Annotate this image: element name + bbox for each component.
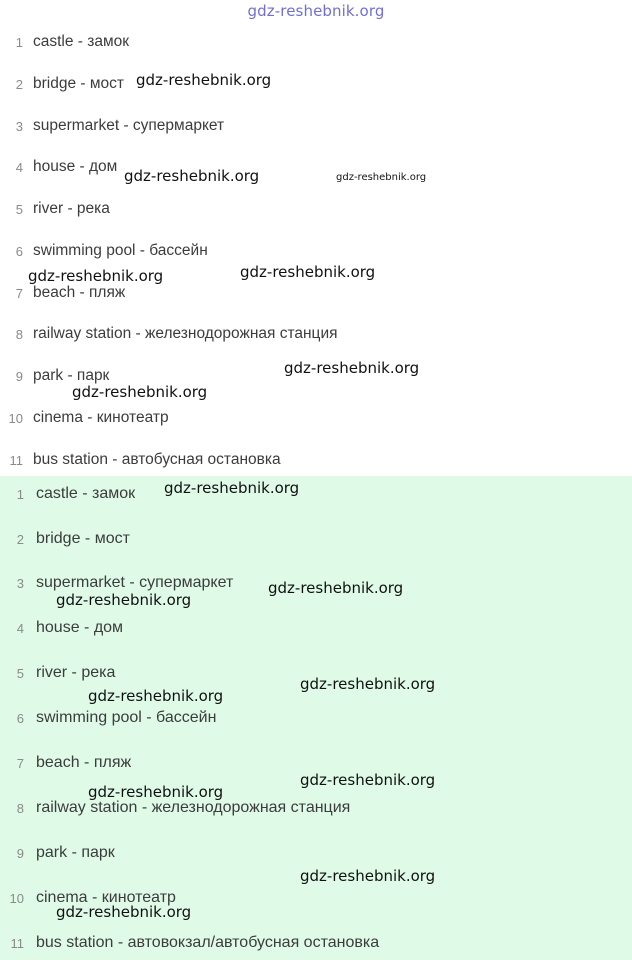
list-item <box>0 322 632 346</box>
watermark: gdz-reshebnik.org <box>56 903 192 921</box>
item-text: supermarket - супермаркет <box>33 117 225 134</box>
word-list-original <box>0 21 632 476</box>
item-number: 4 <box>16 620 24 636</box>
list-item <box>0 406 632 430</box>
item-number: 10 <box>9 890 24 906</box>
list-item <box>0 114 632 138</box>
item-text: river - река <box>33 200 110 217</box>
watermark: gdz-reshebnik.org <box>300 771 436 789</box>
watermark: gdz-reshebnik.org <box>28 267 164 285</box>
item-number: 7 <box>16 755 24 771</box>
item-number: 2 <box>16 531 24 547</box>
item-number: 8 <box>16 800 24 816</box>
list-item <box>0 482 632 506</box>
header-watermark: gdz-reshebnik.org <box>247 2 385 20</box>
item-text: bus station - автовокзал/автобусная остановка <box>36 934 380 951</box>
watermark: gdz-reshebnik.org <box>268 579 404 597</box>
item-number: 11 <box>10 935 24 951</box>
list-item <box>0 155 632 179</box>
watermark: gdz-reshebnik.org <box>56 591 192 609</box>
list-item <box>0 197 632 221</box>
item-text: swimming pool - бассейн <box>33 242 208 259</box>
item-number: 6 <box>16 710 24 726</box>
watermark: gdz-reshebnik.org <box>88 687 224 705</box>
item-text: castle - замок <box>36 485 136 502</box>
item-text: beach - пляж <box>36 754 132 771</box>
item-number: 11 <box>9 452 23 468</box>
item-number: 10 <box>8 410 23 426</box>
list-item <box>0 72 632 96</box>
word-list-answer <box>0 476 632 960</box>
watermark: gdz-reshebnik.org <box>136 71 272 89</box>
item-text: house - дом <box>36 619 124 636</box>
item-text: railway station - железнодорожная станция <box>33 325 338 342</box>
item-text: swimming pool - бассейн <box>36 709 217 726</box>
item-text: cinema - кинотеатр <box>33 409 169 426</box>
item-text: bus station - автобусная остановка <box>33 451 281 468</box>
item-text: castle - замок <box>33 33 130 50</box>
item-text: bridge - мост <box>36 530 130 547</box>
list-item <box>0 239 632 263</box>
item-text: bridge - мост <box>33 75 124 92</box>
watermark: gdz-reshebnik.org <box>300 675 436 693</box>
watermark: gdz-reshebnik.org <box>124 167 260 185</box>
watermark: gdz-reshebnik.org <box>88 783 224 801</box>
item-number: 5 <box>16 665 24 681</box>
item-number: 4 <box>15 159 23 175</box>
item-number: 9 <box>15 368 23 384</box>
item-number: 2 <box>15 76 23 92</box>
item-text: supermarket - супермаркет <box>36 574 234 591</box>
item-number: 6 <box>15 243 23 259</box>
item-text: cinema - кинотеатр <box>36 889 176 906</box>
watermark: gdz-reshebnik.org <box>240 263 376 281</box>
item-text: house - дом <box>33 158 118 175</box>
watermark: gdz-reshebnik.org <box>336 172 427 183</box>
item-number: 9 <box>16 845 24 861</box>
item-number: 8 <box>15 326 23 342</box>
list-item <box>0 527 632 551</box>
list-item <box>0 706 632 730</box>
item-text: beach - пляж <box>33 284 126 301</box>
item-number: 1 <box>16 486 24 502</box>
item-number: 3 <box>16 575 24 591</box>
item-number: 5 <box>15 201 23 217</box>
item-number: 7 <box>15 285 23 301</box>
list-item <box>0 30 632 54</box>
item-text: park - парк <box>36 844 115 861</box>
list-item <box>0 448 632 472</box>
list-item <box>0 616 632 640</box>
list-item <box>0 841 632 865</box>
watermark: gdz-reshebnik.org <box>164 479 300 497</box>
watermark: gdz-reshebnik.org <box>300 867 436 885</box>
item-text: park - парк <box>33 367 110 384</box>
item-text: river - река <box>36 664 116 681</box>
watermark: gdz-reshebnik.org <box>72 383 208 401</box>
watermark: gdz-reshebnik.org <box>284 359 420 377</box>
item-number: 1 <box>15 34 23 50</box>
item-number: 3 <box>15 118 23 134</box>
item-text: railway station - железнодорожная станция <box>36 799 351 816</box>
list-item <box>0 931 632 955</box>
